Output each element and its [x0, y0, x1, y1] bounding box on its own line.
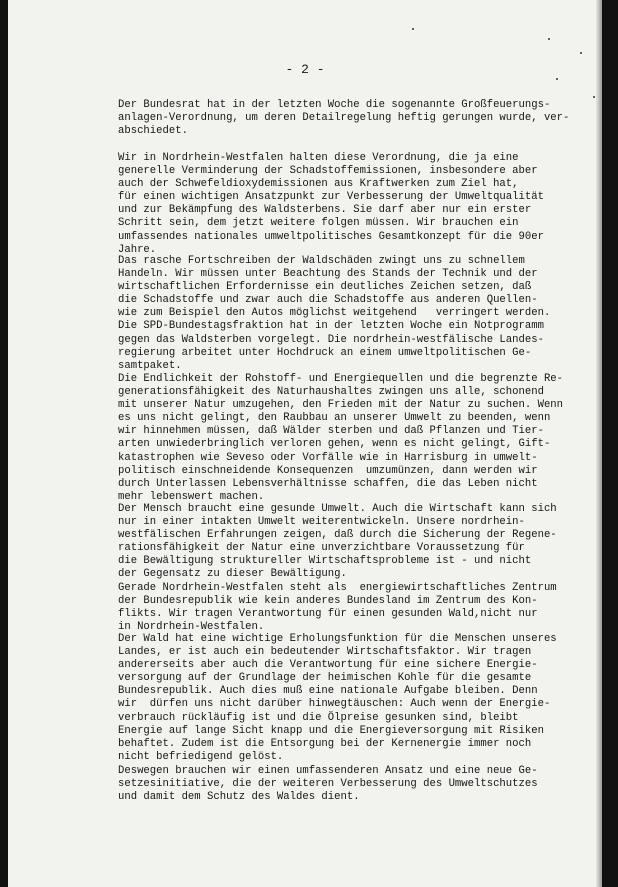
scan-speck	[548, 38, 550, 40]
scan-speck	[580, 52, 582, 54]
paragraph-nordrhein-westfalen-verordnung: Wir in Nordrhein-Westfalen halten diese Verordnung, die ja eine generelle Verminderung der Schadstoffemissionen, insbesondere aber auch der Schwefeldioxydemissionen aus Kraftwerken zum Ziel hat, für einen wichtigen Ansatzpunkt zur Verbesserung der Umweltqualität und zur Bekämpfung des Waldsterbens. Sie darf aber nur ein erster Schritt sein, dem jetzt weitere folgen müssen. Wir brauchen ein umfassendes nationales umweltpolitisches Gesamtkonzept für die 90er Jahre.	[118, 152, 544, 256]
paragraph-gesunde-umwelt: Der Mensch braucht eine gesunde Umwelt. Auch die Wirtschaft kann sich nur in einer intakten Umwelt weiterentwickeln. Unsere nordrhein- westfälischen Erfahrungen zeigen, daß durch die Sicherung der Regene- rationsfähigkeit der Natur eine unverzichtbare Voraussetzung für die Bewältigung struktureller Wirtschaftsprobleme ist - und nicht der Gegensatz zu dieser Bewältigung. Gerade Nordrhein-Westfalen steht als energiewirtschaftliches Zentrum der Bundesrepublik wie kein anderes Bundesland im Zentrum des Kon- flikts. Wir tragen Verantwortung für einen gesunden Wald,nicht nur in Nordrhein-Westfalen.	[118, 503, 557, 633]
paragraph-waldschaeden: Das rasche Fortschreiben der Waldschäden zwingt uns zu schnellem Handeln. Wir müssen unter Beachtung des Stands der Technik und der wirtschaftlichen Erfordernisse ein deutliches Zeichen setzen, daß die Schadstoffe und zwar auch die Schadstoffe aus anderen Quellen- wie zum Beispiel den Autos möglichst weitgehend verringert werden. Die SPD-Bundestagsfraktion hat in der letzten Woche ein Notprogramm gegen das Waldsterben vorgelegt. Die nordrhein-westfälische Landes- regierung arbeitet unter Hochdruck an einem umweltpolitischen Ge- samtpaket.	[118, 255, 551, 372]
paragraph-erholungsfunktion: Der Wald hat eine wichtige Erholungsfunktion für die Menschen unseres Landes, er ist auch ein bedeutender Wirtschaftsfaktor. Wir tragen andererseits aber auch die Verantwortung für eine sichere Energie- versorgung auf der Grundlage der heimischen Kohle für die gesamte Bundesrepublik. Auch dies muß eine nationale Aufgabe bleiben. Denn wir dürfen uns nicht darüber hinwegtäuschen: Auch wenn der Energie- verbrauch rückläufig ist und die Ölpreise gesunken sind, bleibt Energie auf lange Sicht knapp und die Energieversorgung mit Risiken behaftet. Zudem ist die Entsorgung bei der Kernenergie immer noch nicht befriedigend gelöst.	[118, 633, 557, 763]
paragraph-bundesrat: Der Bundesrat hat in der letzten Woche die sogenannte Großfeuerungs- anlagen-Verordnung, um deren Detailregelung heftig gerungen wurde, ver- abschiedet.	[118, 99, 570, 138]
document-page	[8, 0, 602, 887]
scan-speck	[412, 28, 414, 30]
page-number: - 2 -	[285, 62, 325, 77]
paragraph-gesetzesinitiative: Deswegen brauchen wir einen umfassenderen Ansatz und eine neue Ge- setzesinitiative, die der weiteren Verbesserung des Umweltschutzes und damit dem Schutz des Waldes dient.	[118, 765, 538, 804]
paragraph-endlichkeit: Die Endlichkeit der Rohstoff- und Energiequellen und die begrenzte Re- generationsfähigkeit des Naturhaushaltes zwingen uns alle, schonend mit unserer Natur umzugehen, den Frieden mit der Natur zu suchen. Wenn es uns nicht gelingt, den Raubbau an unserer Umwelt zu beenden, wenn wir hinnehmen müssen, daß Wälder sterben und daß Pflanzen und Tier- arten unwiederbringlich verloren gehen, wenn es nicht gelingt, Gift- katastrophen wie Seveso oder Vorfälle wie in Harrisburg in umwelt- politisch einschneidende Konsequenzen umzumünzen, dann werden wir durch Unterlassen Lebensverhältnisse schaffen, die das Leben nicht mehr lebenswert machen.	[118, 373, 564, 503]
scan-edge-shadow	[596, 0, 602, 887]
scan-speck	[556, 78, 558, 80]
scan-speck	[593, 96, 595, 98]
